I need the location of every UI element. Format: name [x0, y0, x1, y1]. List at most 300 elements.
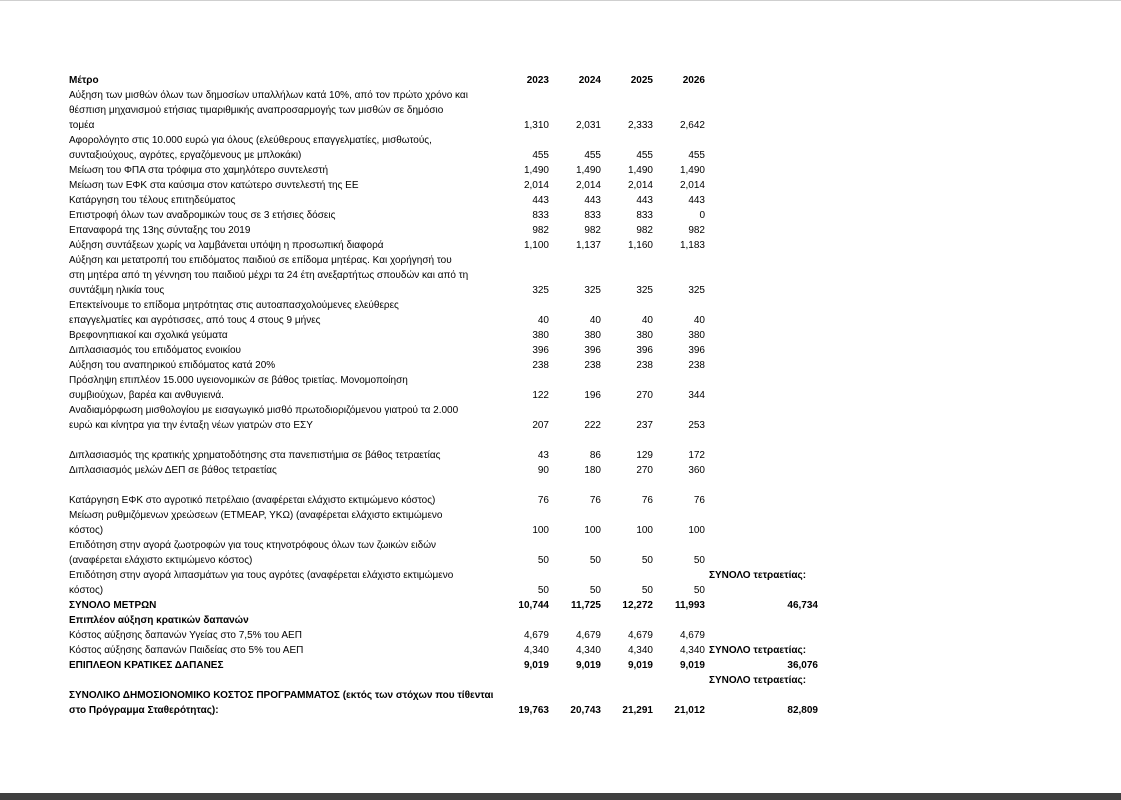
grand-total-spacer-row: [67, 673, 820, 688]
measure-label: Αύξηση συντάξεων χωρίς να λαμβάνεται υπόψη η προσωπική διαφορά: [69, 240, 384, 251]
year-value: [499, 103, 551, 118]
measure-row: [67, 163, 820, 178]
year-value: 238: [584, 360, 601, 371]
year-value: [603, 103, 655, 118]
year-value: 100: [532, 525, 549, 536]
extra-row: [67, 643, 820, 658]
year-total: 9,019: [627, 660, 653, 671]
measure-row: [67, 343, 820, 358]
year-value: 50: [693, 555, 705, 566]
year-value: 50: [641, 555, 653, 566]
year-total: 9,019: [575, 660, 601, 671]
year-value: 455: [532, 150, 549, 161]
year-value: 1,310: [523, 120, 549, 131]
year-value: 172: [688, 450, 705, 461]
total-column-cell: [707, 508, 820, 523]
year-value: 380: [688, 330, 705, 341]
total-column-cell: [707, 103, 820, 118]
year-value: 443: [688, 195, 705, 206]
total-column-cell: [707, 313, 820, 328]
measure-label: Αφορολόγητο στις 10.000 ευρώ για όλους (ελεύθερους επαγγελματίες, μισθωτούς,: [69, 135, 432, 146]
total-column-cell: [707, 628, 820, 643]
year-value: [551, 433, 603, 448]
extra-total-label: ΕΠΙΠΛΕΟΝ ΚΡΑΤΙΚΕΣ ΔΑΠΑΝΕΣ: [69, 660, 224, 671]
total-column-cell: [707, 493, 820, 508]
year-total: 10,744: [518, 600, 549, 611]
year-value: [551, 268, 603, 283]
year-value: 4,679: [575, 630, 601, 641]
measure-row: [67, 448, 820, 463]
total-column-cell: [707, 433, 820, 448]
year-value: [499, 508, 551, 523]
year-value: [655, 268, 707, 283]
year-value: [499, 88, 551, 103]
year-value: [655, 403, 707, 418]
year-value: [499, 568, 551, 583]
measure-row: [67, 223, 820, 238]
measure-label: Επιδότηση στην αγορά λιπασμάτων για τους αγρότες (αναφέρεται ελάχιστο εκτιμώμενο: [69, 570, 454, 581]
total-column-cell: [707, 298, 820, 313]
year-total: 11,993: [674, 600, 705, 611]
year-value: 380: [636, 330, 653, 341]
year-value: 982: [636, 225, 653, 236]
year-value: [551, 403, 603, 418]
measure-label: Διπλασιασμός μελών ΔΕΠ σε βάθος τετραετίας: [69, 465, 277, 476]
year-value: 1,490: [575, 165, 601, 176]
year-value: [655, 253, 707, 268]
year-value: [655, 538, 707, 553]
measure-label: Επαναφορά της 13ης σύνταξης του 2019: [69, 225, 251, 236]
year-value: 238: [688, 360, 705, 371]
total-column-cell: [707, 448, 820, 463]
grand-year-total: [603, 688, 655, 703]
measure-row: [67, 148, 820, 163]
year-value: 833: [636, 210, 653, 221]
grand-total-row: [67, 703, 820, 718]
measure-row: [67, 103, 820, 118]
spacer-cell: [67, 673, 499, 688]
year-value: 455: [584, 150, 601, 161]
measure-label: κόστος): [69, 585, 104, 596]
year-value: [499, 613, 551, 628]
year-value: 982: [584, 225, 601, 236]
year-value: [499, 478, 551, 493]
measure-label: Αύξηση και μετατροπή του επιδόματος παιδιού σε επίδομα μητέρας. Και χορήγησή του: [69, 255, 452, 266]
total-value: 46,734: [787, 600, 818, 611]
total-column-cell: [707, 523, 820, 538]
year-value: [603, 613, 655, 628]
year-value: 4,340: [575, 645, 601, 656]
year-value: 443: [636, 195, 653, 206]
measure-label: Επεκτείνουμε το επίδομα μητρότητας στις αυτοαπασχολούμενες ελεύθερες: [69, 300, 399, 311]
measure-row: [67, 118, 820, 133]
total-column-cell: [707, 388, 820, 403]
year-value: [499, 403, 551, 418]
measure-label: ευρώ και κίνητρα για την ένταξη νέων γιατρών στο ΕΣΥ: [69, 420, 313, 431]
year-value: 396: [636, 345, 653, 356]
measure-row: [67, 388, 820, 403]
year-value: 238: [636, 360, 653, 371]
measures-total-label: ΣΥΝΟΛΟ ΜΕΤΡΩΝ: [69, 600, 157, 611]
year-value: [603, 433, 655, 448]
total-label: ΣΥΝΟΛΟ τετραετίας:: [709, 645, 807, 656]
year-value: 40: [537, 315, 549, 326]
extra-section-title: Επιπλέον αύξηση κρατικών δαπανών: [69, 615, 249, 626]
grand-year-total: [655, 688, 707, 703]
year-value: 4,679: [679, 630, 705, 641]
total-label: ΣΥΝΟΛΟ τετραετίας:: [709, 570, 807, 581]
year-value: 833: [584, 210, 601, 221]
total-column-cell: [707, 418, 820, 433]
year-total: 9,019: [679, 660, 705, 671]
year-value: 40: [693, 315, 705, 326]
year-value: 2,333: [627, 120, 653, 131]
year-value: [499, 673, 551, 688]
year-value: [655, 373, 707, 388]
grand-total-label: στο Πρόγραμμα Σταθερότητας):: [69, 705, 219, 716]
measure-label: [67, 433, 499, 448]
measure-row: [67, 403, 820, 418]
year-value: 4,340: [679, 645, 705, 656]
year-value: 2,642: [679, 120, 705, 131]
year-value: [499, 433, 551, 448]
total-column-cell: [707, 358, 820, 373]
year-value: 270: [636, 465, 653, 476]
year-value: [551, 253, 603, 268]
measure-header: Μέτρο: [69, 75, 99, 86]
measure-row: [67, 478, 820, 493]
extra-label: Κόστος αύξησης δαπανών Παιδείας στο 5% του ΑΕΠ: [69, 645, 304, 656]
year-value: [603, 538, 655, 553]
year-total: 11,725: [570, 600, 601, 611]
year-value: [551, 298, 603, 313]
year-value: 360: [688, 465, 705, 476]
measure-label: συντάξιμη ηλικία τους: [69, 285, 165, 296]
grand-year-total: 19,763: [518, 705, 549, 716]
year-header: 2026: [682, 75, 705, 86]
year-value: 1,160: [627, 240, 653, 251]
grand-total-row: [67, 688, 820, 703]
measure-label: συμβιούχων, βαρέα και ανθυγιεινά.: [69, 390, 224, 401]
year-value: 270: [636, 390, 653, 401]
year-value: 100: [636, 525, 653, 536]
measure-row: [67, 583, 820, 598]
measure-label: συνταξιούχους, αγρότες, εργαζόμενους με μπλοκάκι): [69, 150, 302, 161]
measure-label: Μείωση ρυθμιζόμενων χρεώσεων (ΕΤΜΕΑΡ, ΥΚΩ) (αναφέρεται ελάχιστο εκτιμώμενο: [69, 510, 443, 521]
year-value: 50: [537, 555, 549, 566]
grand-total-label: ΣΥΝΟΛΙΚΟ ΔΗΜΟΣΙΟΝΟΜΙΚΟ ΚΟΣΤΟΣ ΠΡΟΓΡΑΜΜΑΤΟΣ (εκτός των στόχων που τίθενται: [69, 690, 494, 701]
year-value: [551, 103, 603, 118]
year-value: [655, 613, 707, 628]
year-value: 2,014: [575, 180, 601, 191]
extra-section-title-row: [67, 613, 820, 628]
year-value: 396: [532, 345, 549, 356]
total-label: ΣΥΝΟΛΟ τετραετίας:: [709, 675, 807, 686]
measure-row: [67, 508, 820, 523]
year-value: 2,014: [627, 180, 653, 191]
top-border-line: [0, 0, 1121, 1]
measure-row: [67, 568, 820, 583]
total-column-cell: [707, 178, 820, 193]
total-column-cell: [707, 328, 820, 343]
measure-label: Βρεφονηπιακοί και σχολικά γεύματα: [69, 330, 228, 341]
total-column-cell: [707, 403, 820, 418]
year-value: [603, 403, 655, 418]
year-value: 86: [589, 450, 601, 461]
measure-label: θέσπιση μηχανισμού ετήσιας τιμαριθμικής αναπροσαρμογής των μισθών σε δημόσιο: [69, 105, 444, 116]
year-value: 380: [532, 330, 549, 341]
year-value: [551, 538, 603, 553]
year-value: [499, 298, 551, 313]
year-value: [603, 478, 655, 493]
year-header: 2023: [526, 75, 549, 86]
year-value: 129: [636, 450, 653, 461]
year-value: 100: [584, 525, 601, 536]
measure-row: [67, 433, 820, 448]
year-value: [655, 478, 707, 493]
year-value: 253: [688, 420, 705, 431]
year-value: [655, 88, 707, 103]
year-value: 455: [688, 150, 705, 161]
year-value: 982: [532, 225, 549, 236]
year-value: 180: [584, 465, 601, 476]
year-value: 325: [584, 285, 601, 296]
year-value: [655, 508, 707, 523]
total-column-cell: [707, 553, 820, 568]
total-column-cell: [707, 538, 820, 553]
total-column-cell: [707, 688, 820, 703]
measure-row: [67, 523, 820, 538]
year-header: 2024: [578, 75, 601, 86]
measure-row: [67, 178, 820, 193]
year-value: 122: [532, 390, 549, 401]
year-total: 12,272: [622, 600, 653, 611]
measure-label: Μείωση του ΦΠΑ στα τρόφιμα στο χαμηλότερο συντελεστή: [69, 165, 329, 176]
year-value: 222: [584, 420, 601, 431]
year-value: [603, 373, 655, 388]
year-value: 237: [636, 420, 653, 431]
year-value: 1,490: [679, 165, 705, 176]
total-column-cell: [707, 283, 820, 298]
total-column-cell: [707, 373, 820, 388]
year-value: [499, 268, 551, 283]
total-column-cell: [707, 268, 820, 283]
year-value: 982: [688, 225, 705, 236]
measure-row: [67, 553, 820, 568]
year-value: [655, 298, 707, 313]
year-value: [655, 133, 707, 148]
year-value: 43: [537, 450, 549, 461]
total-column-cell: [707, 193, 820, 208]
year-value: [499, 253, 551, 268]
year-value: 2,031: [575, 120, 601, 131]
year-value: 50: [537, 585, 549, 596]
measure-row: [67, 418, 820, 433]
total-column-cell: [707, 148, 820, 163]
measure-label: [67, 478, 499, 493]
year-value: 325: [688, 285, 705, 296]
year-value: [603, 508, 655, 523]
year-value: [603, 298, 655, 313]
measure-row: [67, 283, 820, 298]
year-value: [655, 433, 707, 448]
total-column-cell: [707, 208, 820, 223]
year-value: 4,679: [523, 630, 549, 641]
grand-year-total: [499, 688, 551, 703]
total-column-cell: [707, 223, 820, 238]
year-value: 40: [589, 315, 601, 326]
total-column-cell: [707, 118, 820, 133]
year-value: 50: [641, 585, 653, 596]
year-value: 325: [532, 285, 549, 296]
year-value: 380: [584, 330, 601, 341]
measure-label: τομέα: [69, 120, 95, 131]
total-column-cell: [707, 478, 820, 493]
year-value: 1,490: [523, 165, 549, 176]
measure-row: [67, 208, 820, 223]
measure-row: [67, 193, 820, 208]
year-value: 238: [532, 360, 549, 371]
year-value: [551, 88, 603, 103]
year-value: 443: [532, 195, 549, 206]
measures-total-row: [67, 598, 820, 613]
measure-label: Επιστροφή όλων των αναδρομικών τους σε 3 ετήσιες δόσεις: [69, 210, 336, 221]
year-value: 2,014: [523, 180, 549, 191]
year-value: [551, 568, 603, 583]
year-value: 344: [688, 390, 705, 401]
measure-row: [67, 238, 820, 253]
measure-label: (αναφέρεται ελάχιστο εκτιμώμενο κόστος): [69, 555, 253, 566]
year-value: 1,100: [523, 240, 549, 251]
measure-label: Κατάργηση του τέλους επιτηδεύματος: [69, 195, 236, 206]
year-value: [655, 673, 707, 688]
measure-row: [67, 298, 820, 313]
year-value: 207: [532, 420, 549, 431]
total-column-cell: [707, 613, 820, 628]
year-value: 396: [584, 345, 601, 356]
year-value: 4,679: [627, 630, 653, 641]
year-value: 50: [589, 585, 601, 596]
total-column-cell: [707, 238, 820, 253]
year-value: [499, 538, 551, 553]
measure-row: [67, 328, 820, 343]
total-value: 82,809: [787, 705, 818, 716]
grand-year-total: [551, 688, 603, 703]
year-value: 50: [693, 585, 705, 596]
measure-row: [67, 133, 820, 148]
total-column-cell: [707, 73, 820, 88]
measure-label: κόστος): [69, 525, 104, 536]
total-column-cell: [707, 583, 820, 598]
year-value: 76: [589, 495, 601, 506]
measure-row: [67, 358, 820, 373]
year-value: [655, 568, 707, 583]
total-column-cell: [707, 163, 820, 178]
year-value: [551, 373, 603, 388]
year-value: 50: [589, 555, 601, 566]
year-value: 4,340: [627, 645, 653, 656]
year-value: 396: [688, 345, 705, 356]
header-row: [67, 73, 820, 88]
year-value: 76: [693, 495, 705, 506]
extra-total-row: [67, 658, 820, 673]
measure-label: Επιδότηση στην αγορά ζωοτροφών για τους κτηνοτρόφους όλων των ζωικών ειδών: [69, 540, 437, 551]
year-value: 100: [688, 525, 705, 536]
year-value: 455: [636, 150, 653, 161]
total-column-cell: [707, 133, 820, 148]
cost-table: [67, 73, 820, 718]
measure-label: Διπλασιασμός της κρατικής χρηματοδότησης στα πανεπιστήμια σε βάθος τετραετίας: [69, 450, 441, 461]
grand-year-total: 21,012: [674, 705, 705, 716]
year-value: [603, 133, 655, 148]
year-value: [603, 568, 655, 583]
measure-row: [67, 373, 820, 388]
year-value: 1,137: [575, 240, 601, 251]
measure-label: Κατάργηση ΕΦΚ στο αγροτικό πετρέλαιο (αναφέρεται ελάχιστο εκτιμώμενο κόστος): [69, 495, 436, 506]
year-value: 1,183: [679, 240, 705, 251]
total-column-cell: [707, 88, 820, 103]
year-value: [499, 133, 551, 148]
year-value: 0: [699, 210, 705, 221]
year-value: [551, 613, 603, 628]
cost-table-body: [67, 73, 820, 718]
measure-row: [67, 313, 820, 328]
total-column-cell: [707, 253, 820, 268]
year-value: [603, 253, 655, 268]
total-column-cell: [707, 343, 820, 358]
year-value: 76: [641, 495, 653, 506]
total-value: 36,076: [787, 660, 818, 671]
year-value: 325: [636, 285, 653, 296]
year-total: 9,019: [523, 660, 549, 671]
year-header: 2025: [630, 75, 653, 86]
year-value: [603, 268, 655, 283]
measure-row: [67, 253, 820, 268]
viewer-bottom-bar: [0, 793, 1121, 800]
year-value: 2,014: [679, 180, 705, 191]
measure-row: [67, 538, 820, 553]
measure-label: Αύξηση των μισθών όλων των δημοσίων υπαλλήλων κατά 10%, από τον πρώτο χρόνο και: [69, 90, 468, 101]
year-value: [603, 673, 655, 688]
year-value: 76: [537, 495, 549, 506]
total-column-cell: [707, 463, 820, 478]
measure-row: [67, 493, 820, 508]
measure-row: [67, 88, 820, 103]
measure-label: Μείωση των ΕΦΚ στα καύσιμα στον κατώτερο συντελεστή της ΕΕ: [69, 180, 359, 191]
grand-year-total: 20,743: [570, 705, 601, 716]
measure-label: επαγγελματίες και αγρότισσες, από τους 4 στους 9 μήνες: [69, 315, 321, 326]
year-value: [551, 508, 603, 523]
extra-row: [67, 628, 820, 643]
year-value: [603, 88, 655, 103]
year-value: 90: [537, 465, 549, 476]
year-value: 833: [532, 210, 549, 221]
year-value: [499, 373, 551, 388]
year-value: 40: [641, 315, 653, 326]
measure-row: [67, 463, 820, 478]
year-value: 1,490: [627, 165, 653, 176]
measure-row: [67, 268, 820, 283]
measure-label: Πρόσληψη επιπλέον 15.000 υγειονομικών σε βάθος τριετίας. Μονομοποίηση: [69, 375, 408, 386]
year-value: [655, 103, 707, 118]
year-value: 196: [584, 390, 601, 401]
measure-label: στη μητέρα από τη γέννηση του παιδιού μέχρι τα 24 έτη ανεξαρτήτως σπουδών και από τη: [69, 270, 469, 281]
grand-year-total: 21,291: [622, 705, 653, 716]
extra-label: Κόστος αύξησης δαπανών Υγείας στο 7,5% του ΑΕΠ: [69, 630, 302, 641]
year-value: 4,340: [523, 645, 549, 656]
year-value: [551, 673, 603, 688]
year-value: 443: [584, 195, 601, 206]
